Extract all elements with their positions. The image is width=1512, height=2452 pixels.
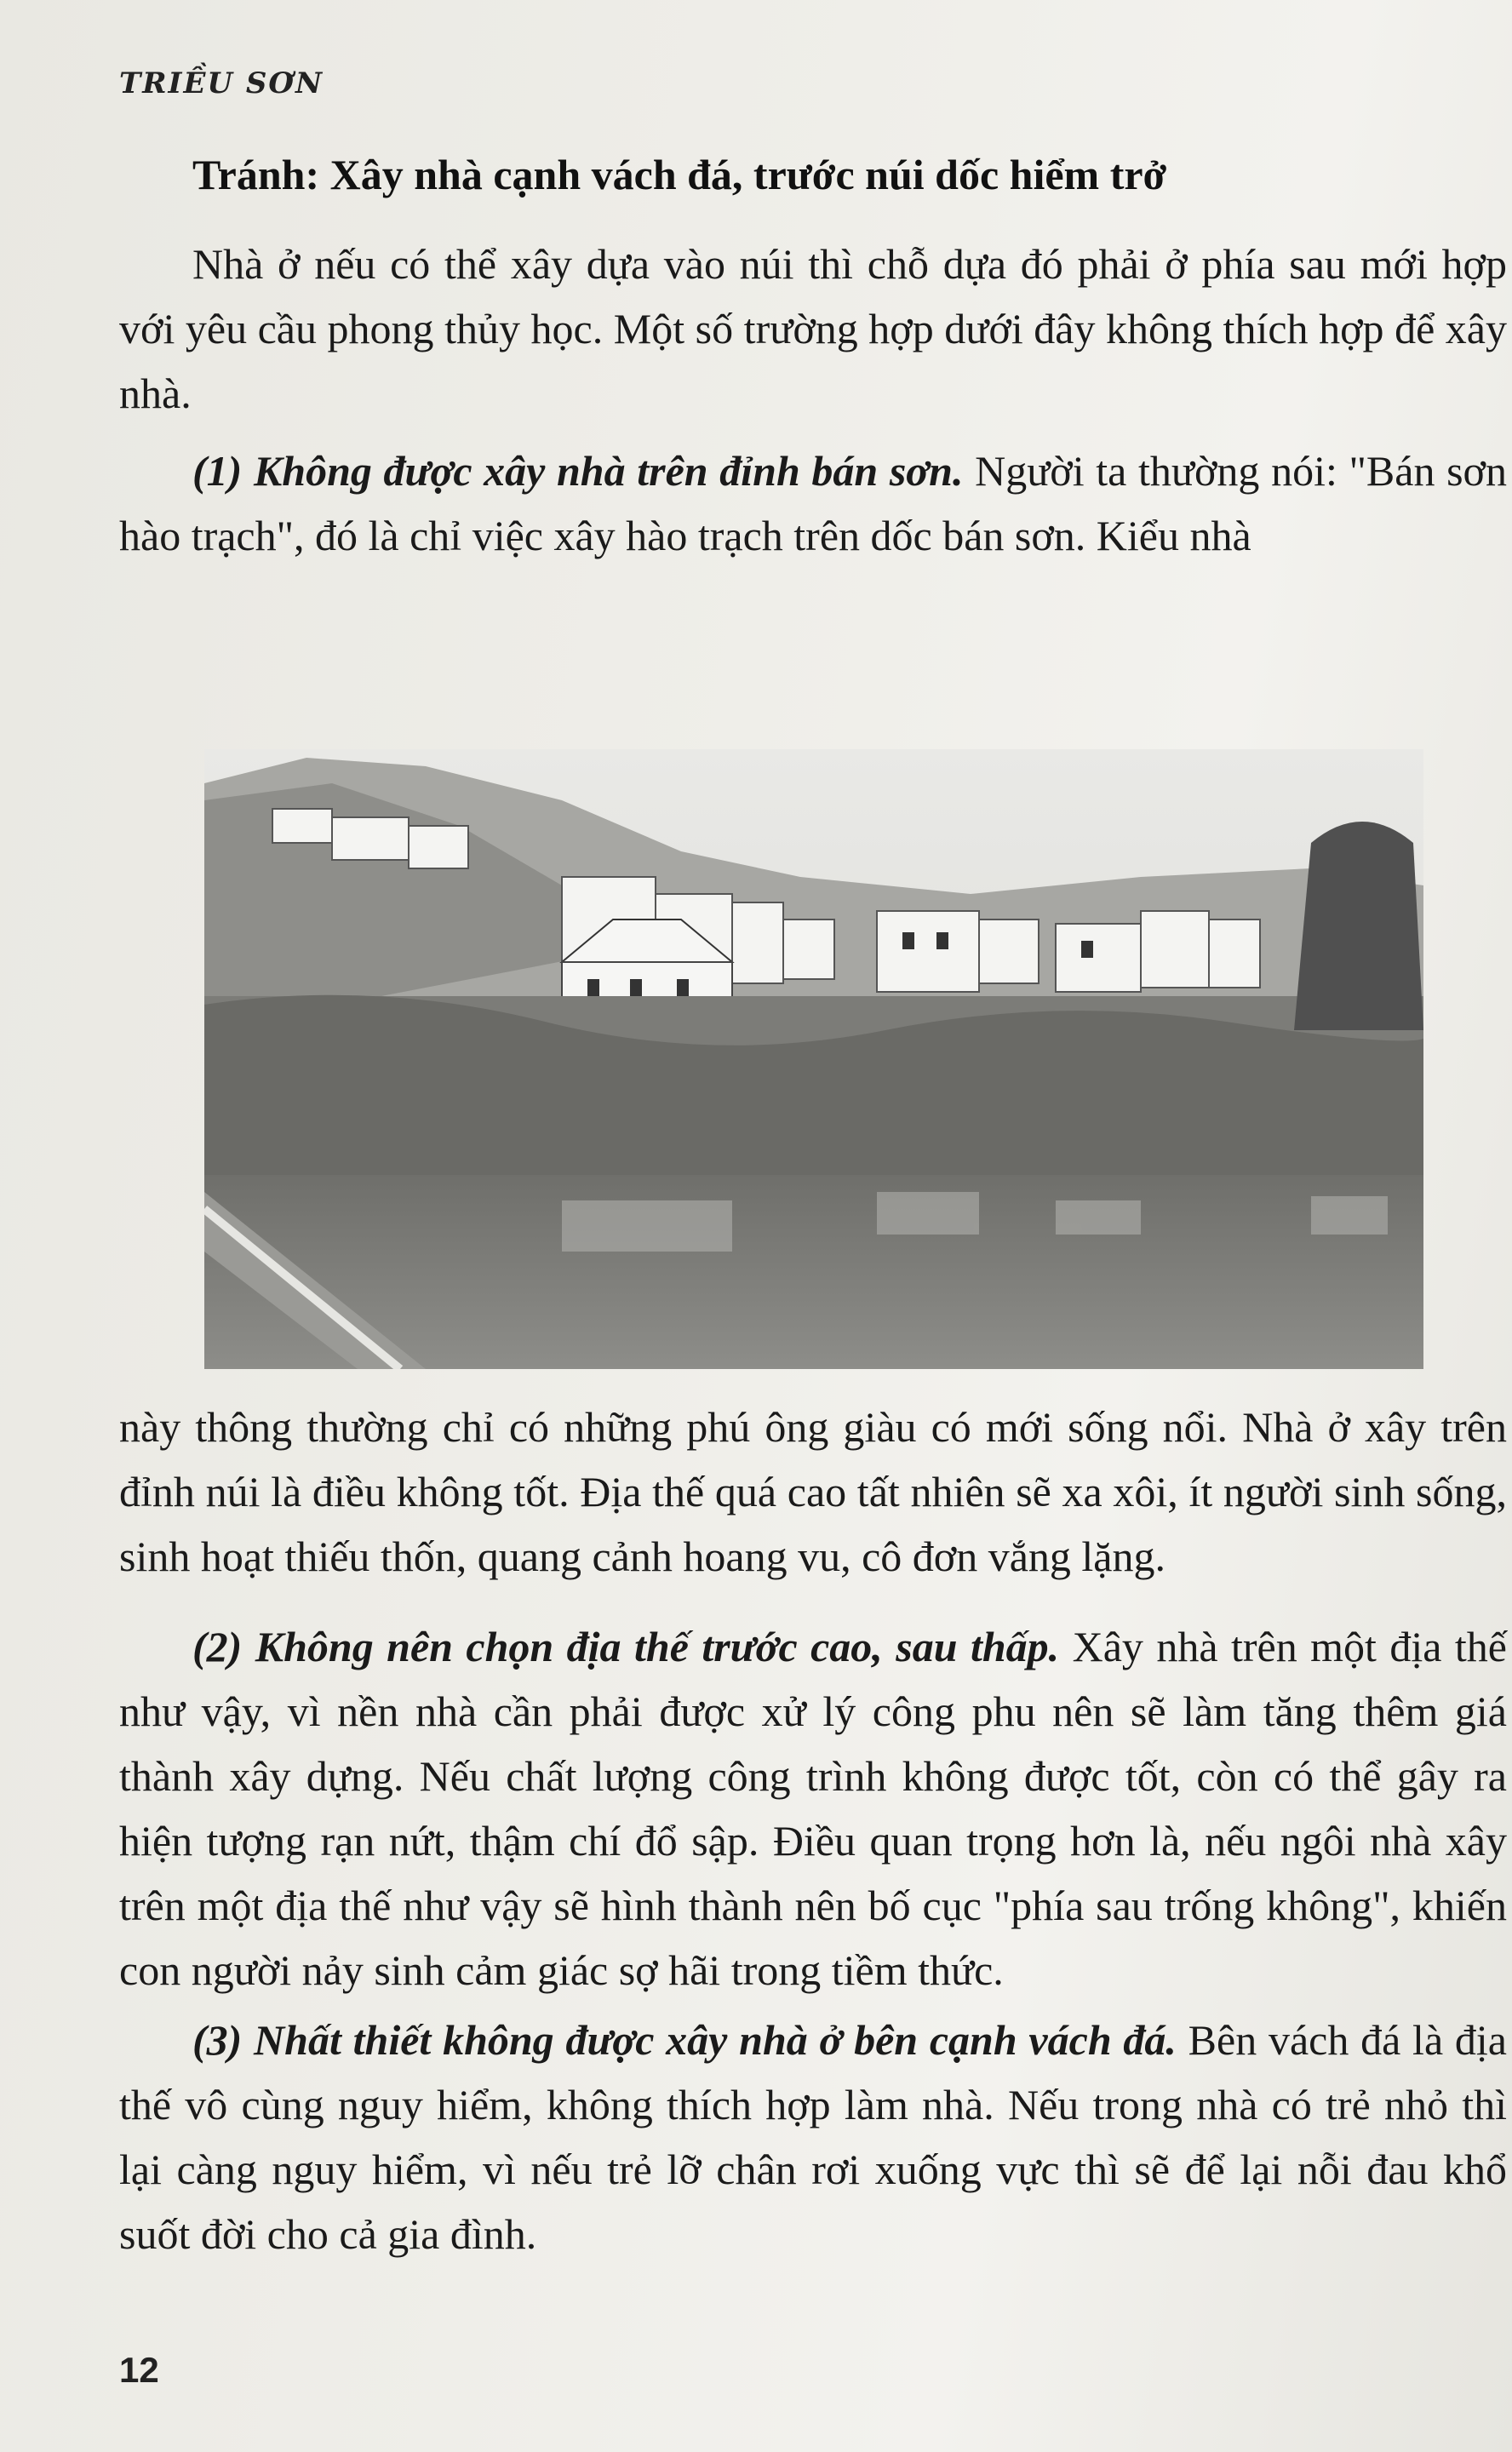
item-2-lead: (2) Không nên chọn địa thế trước cao, sau thấp. [192, 1623, 1060, 1670]
village-photo [204, 749, 1423, 1369]
item-1-text: Người ta thường nói: "Bán sơn hào trạch", đó là chỉ việc xây hào trạch trên dốc bán sơn. Kiểu nhà [119, 447, 1507, 559]
item-3-paragraph [119, 2008, 1507, 2266]
item-3-lead: (3) Nhất thiết không được xây nhà ở bên cạnh vách đá. [192, 2016, 1177, 2064]
item-1-lead: (1) Không được xây nhà trên đỉnh bán sơn. [192, 447, 964, 495]
item-1-continuation: này thông thường chỉ có những phú ông giàu có mới sống nổi. Nhà ở xây trên đỉnh núi là điều không tốt. Địa thế quá cao tất nhiên sẽ xa xôi, ít người sinh sống, sinh hoạt thiếu thốn, quang cảnh hoang vu, cô đơn vắng lặng. [119, 1403, 1507, 1580]
village-lake-illustration [204, 749, 1423, 1369]
intro-paragraph: Nhà ở nếu có thể xây dựa vào núi thì chỗ dựa đó phải ở phía sau mới hợp với yêu cầu phong thủy học. Một số trường hợp dưới đây không thích hợp để xây nhà. [119, 240, 1507, 417]
page-number: 12 [119, 2350, 159, 2390]
item-2-text: Xây nhà trên một địa thế như vậy, vì nền nhà cần phải được xử lý công phu nên sẽ làm tăng thêm giá thành xây dựng. Nếu chất lượng công trình không được tốt, còn có thể gây ra hiện tượng rạn nứt, thậm chí đổ sập. Điều quan trọng hơn là, nếu ngôi nhà xây trên một địa thế như vậy sẽ hình thành nên bố cục "phía sau trống không", khiến con người nảy sinh cảm giác sợ hãi trong tiềm thức. [119, 1623, 1507, 1994]
item-2-paragraph [119, 1614, 1507, 2002]
running-header: TRIỀU SƠN [119, 66, 324, 100]
item-1-paragraph [119, 438, 1507, 568]
item-3-text: Bên vách đá là địa thế vô cùng nguy hiểm, không thích hợp làm nhà. Nếu trong nhà có trẻ nhỏ thì lại càng nguy hiểm, vì nếu trẻ lỡ chân rơi xuống vực thì sẽ để lại nỗi đau khổ suốt đời cho cả gia đình. [119, 2016, 1507, 2258]
section-heading: Tránh: Xây nhà cạnh vách đá, trước núi dốc hiểm trở [192, 151, 1167, 198]
